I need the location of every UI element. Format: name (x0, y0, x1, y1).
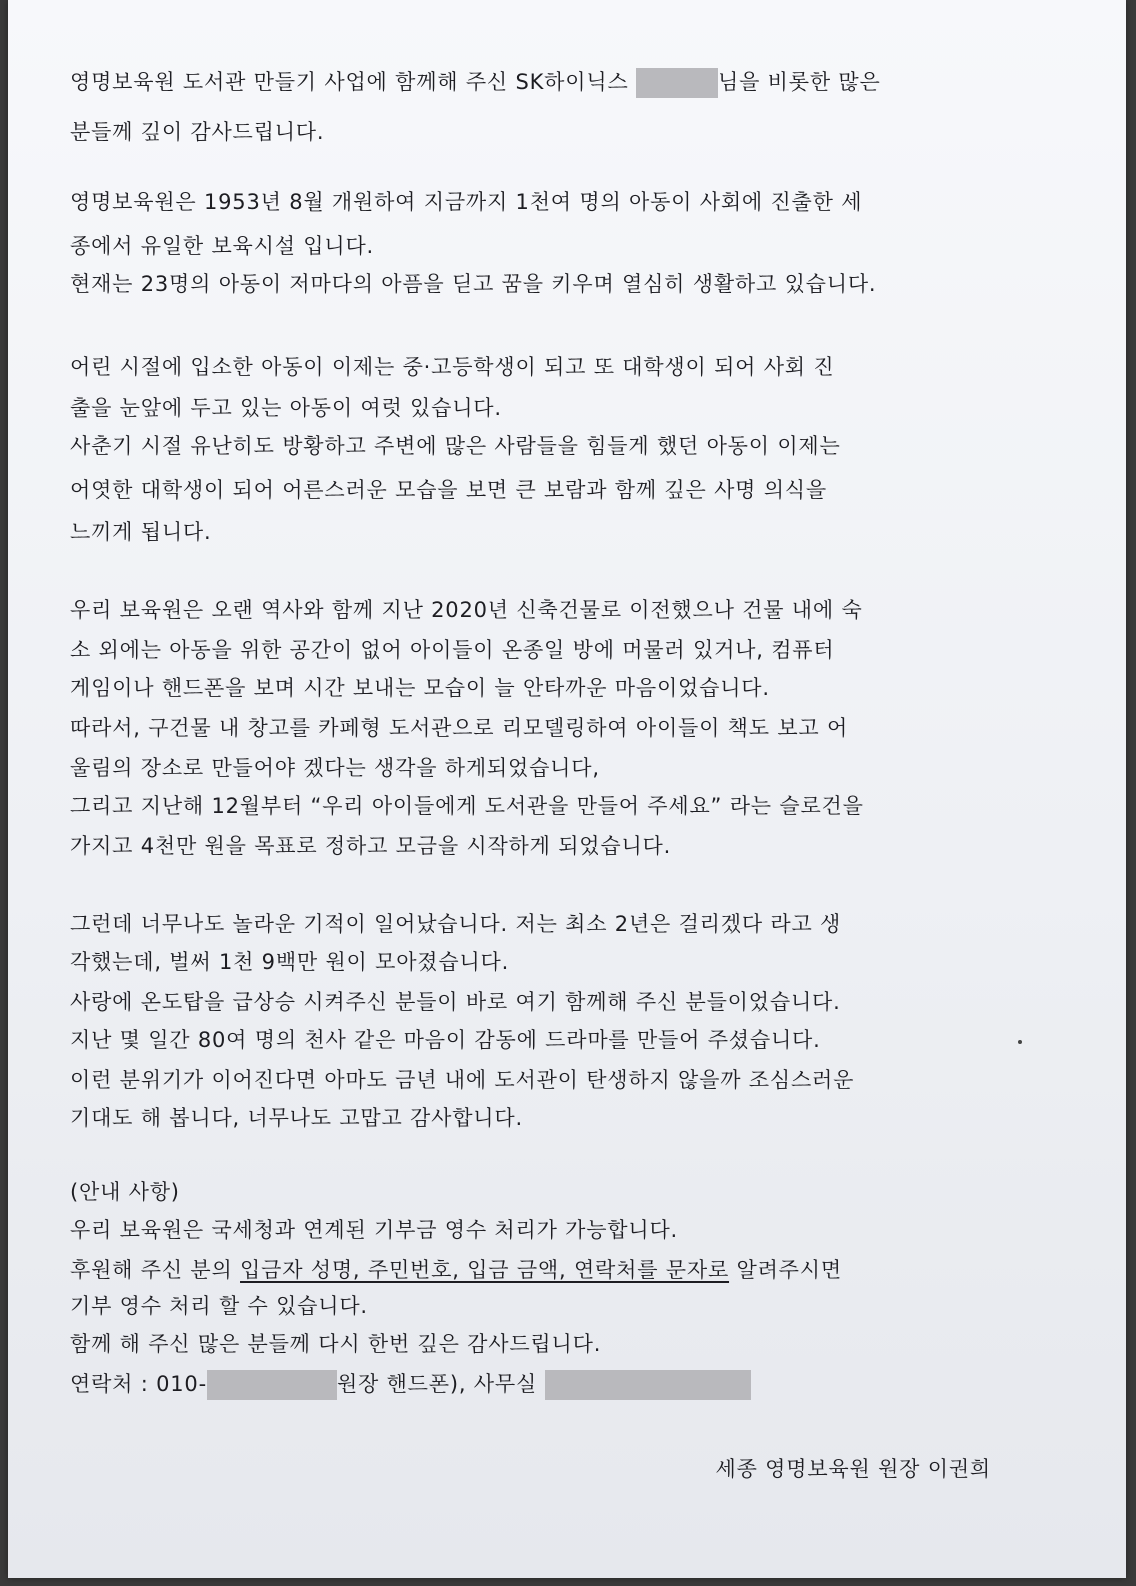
text-line: 어린 시절에 입소한 아동이 이제는 중·고등학생이 되고 또 대학생이 되어 사회 진 (70, 355, 835, 379)
text-span: 알려주시면 (729, 1258, 842, 1282)
text-span: 영명보육원 도서관 만들기 사업에 함께해 주신 SK하이닉스 (70, 70, 637, 94)
text-line: 우리 보육원은 국세청과 연계된 기부금 영수 처리가 가능합니다. (70, 1218, 679, 1242)
notice-heading: (안내 사항) (70, 1180, 180, 1204)
text-line: 소 외에는 아동을 위한 공간이 없어 아이들이 온종일 방에 머물러 있거나, 컴퓨터 (70, 638, 835, 662)
text-line: 가지고 4천만 원을 목표로 정하고 모금을 시작하게 되었습니다. (70, 834, 672, 858)
letter-page (8, 0, 1126, 1578)
text-line (70, 1258, 842, 1283)
text-line: 우리 보육원은 오랜 역사와 함께 지난 2020년 신축건물로 이전했으나 건물 내에 숙 (70, 598, 863, 622)
text-line: 게임이나 핸드폰을 보며 시간 보내는 모습이 늘 안타까운 마음이었습니다. (70, 676, 770, 700)
signature: 세종 영명보육원 원장 이권희 (715, 1457, 991, 1481)
text-line (70, 68, 881, 98)
text-line: 종에서 유일한 보육시설 입니다. (70, 234, 375, 258)
text-span: 후원해 주신 분의 (70, 1258, 241, 1282)
text-line: 느끼게 됩니다. (70, 520, 212, 544)
text-line: 울림의 장소로 만들어야 겠다는 생각을 하게되었습니다, (70, 756, 600, 780)
text-line: 그런데 너무나도 놀라운 기적이 일어났습니다. 저는 최소 2년은 걸리겠다 라고 생 (70, 912, 842, 936)
text-span: 님을 비롯한 많은 (718, 70, 881, 94)
text-line: 어엿한 대학생이 되어 어른스러운 모습을 보면 큰 보람과 함께 깊은 사명 의식을 (70, 478, 827, 502)
text-line: 영명보육원은 1953년 8월 개원하여 지금까지 1천여 명의 아동이 사회에 진출한 세 (70, 190, 863, 214)
contact-line (70, 1370, 751, 1400)
text-line: 각했는데, 벌써 1천 9백만 원이 모아졌습니다. (70, 950, 510, 974)
text-line: 따라서, 구건물 내 창고를 카페형 도서관으로 리모델링하여 아이들이 책도 보고 어 (70, 716, 849, 740)
text-line: 기부 영수 처리 할 수 있습니다. (70, 1294, 368, 1318)
text-line: 이런 분위기가 이어진다면 아마도 금년 내에 도서관이 탄생하지 않을까 조심스러운 (70, 1068, 855, 1092)
text-line: 그리고 지난해 12월부터 “우리 아이들에게 도서관을 만들어 주세요” 라는 슬로건을 (70, 794, 864, 818)
redaction-block (545, 1370, 751, 1400)
text-line: 현재는 23명의 아동이 저마다의 아픔을 딛고 꿈을 키우며 열심히 생활하고 있습니다. (70, 272, 877, 296)
text-line: 사춘기 시절 유난히도 방황하고 주변에 많은 사람들을 힘들게 했던 아동이 이제는 (70, 434, 841, 458)
text-line: 분들께 깊이 감사드립니다. (70, 120, 325, 144)
redaction-block (636, 68, 718, 98)
text-line: 기대도 해 봅니다, 너무나도 고맙고 감사합니다. (70, 1106, 523, 1130)
text-span: 원장 핸드폰), 사무실 (336, 1372, 545, 1396)
text-line: 함께 해 주신 많은 분들께 다시 한번 깊은 감사드립니다. (70, 1332, 602, 1356)
text-line: 출을 눈앞에 두고 있는 아동이 여럿 있습니다. (70, 396, 502, 420)
text-line: 지난 몇 일간 80여 명의 천사 같은 마음이 감동에 드라마를 만들어 주셨습니다. (70, 1028, 821, 1052)
underlined-text: 입금자 성명, 주민번호, 입금 금액, 연락처를 문자로 (240, 1258, 730, 1282)
text-span: 연락처 : 010- (70, 1372, 207, 1396)
ink-speck (1018, 1040, 1022, 1044)
redaction-block (207, 1370, 337, 1400)
text-line: 사랑에 온도탑을 급상승 시켜주신 분들이 바로 여기 함께해 주신 분들이었습니다. (70, 990, 841, 1014)
